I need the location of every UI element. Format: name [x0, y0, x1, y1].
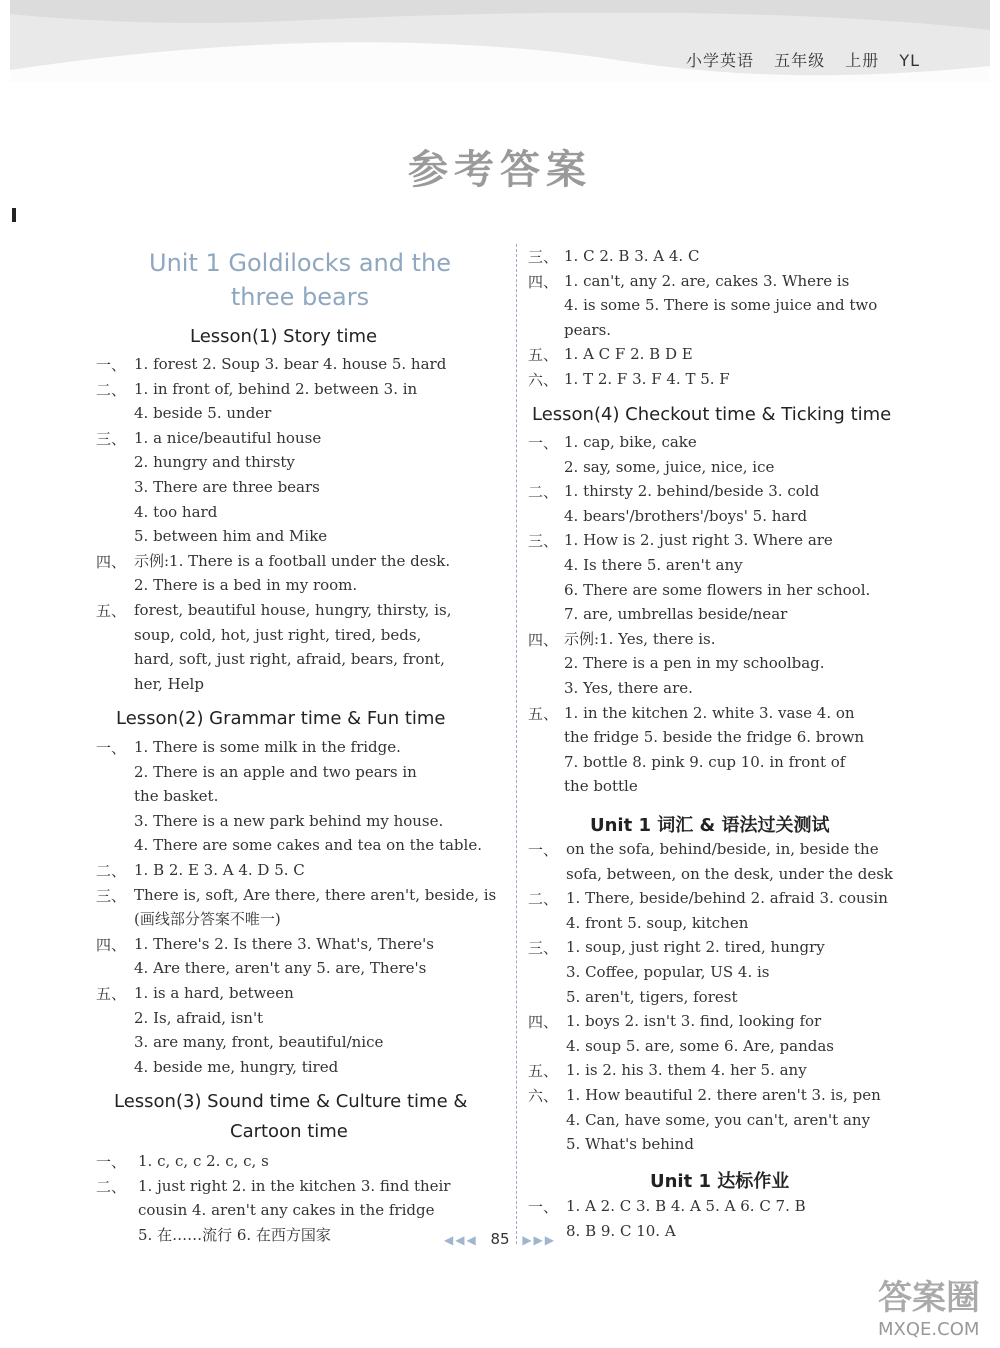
- answer-line: 4. is some 5. There is some juice and two: [564, 296, 878, 315]
- question-number: 一、: [96, 356, 127, 374]
- answer-line: forest, beautiful house, hungry, thirsty, is,: [134, 601, 452, 619]
- answer-line: 1. C 2. B 3. A 4. C: [564, 247, 700, 265]
- answer-line: her, Help: [134, 674, 204, 693]
- question-number: 五、: [528, 704, 559, 723]
- lesson1-heading: Lesson(1) Story time: [190, 326, 378, 347]
- answer-line: 2. There is an apple and two pears in: [134, 762, 417, 781]
- lesson3-heading-line-2: Cartoon time: [230, 1121, 348, 1142]
- answer-line: 1. B 2. E 3. A 4. D 5. C: [134, 861, 305, 879]
- answer-line: 4. front 5. soup, kitchen: [566, 913, 749, 932]
- answer-line: the bottle: [564, 777, 638, 796]
- answer-line: 1. in the kitchen 2. white 3. vase 4. on: [564, 703, 855, 722]
- answer-line: 4. Is there 5. aren't any: [564, 556, 743, 574]
- answer-line: 1. soup, just right 2. tired, hungry: [566, 938, 825, 957]
- footer-arrows-right: ▶▶▶: [522, 1233, 557, 1247]
- unit-title-line-2: three bears: [230, 283, 370, 311]
- answer-line: 1. is 2. his 3. them 4. her 5. any: [566, 1061, 807, 1080]
- question-number: 五、: [528, 346, 559, 365]
- header-grade: 五年级: [774, 51, 826, 70]
- question-number: 一、: [96, 739, 127, 757]
- question-number: 四、: [96, 935, 127, 954]
- question-number: 一、: [528, 1198, 559, 1216]
- question-number: 三、: [528, 939, 559, 958]
- page-title: 参考答案: [408, 147, 592, 193]
- answer-line: (画线部分答案不唯一): [134, 910, 281, 929]
- margin-mark: [12, 208, 16, 222]
- lesson2-heading: Lesson(2) Grammar time & Fun time: [116, 708, 446, 729]
- question-number: 四、: [528, 630, 559, 649]
- lesson3-heading-line-1: Lesson(3) Sound time & Culture time &: [114, 1091, 468, 1112]
- answer-line: 5. between him and Mike: [134, 527, 328, 546]
- answer-line: 1. is a hard, between: [134, 984, 294, 1002]
- answer-line: 2. There is a bed in my room.: [134, 576, 358, 595]
- page-footer: [0, 1230, 1000, 1248]
- answer-line: 4. beside 5. under: [134, 404, 272, 423]
- answer-line: 1. There is some milk in the fridge.: [134, 738, 401, 756]
- header-info: [672, 48, 920, 71]
- question-number: 五、: [528, 1062, 559, 1081]
- question-number: 三、: [528, 532, 559, 551]
- answer-line: 1. There, beside/behind 2. afraid 3. cousin: [566, 889, 888, 908]
- answer-line: 4. beside me, hungry, tired: [134, 1057, 339, 1076]
- column-divider: [516, 244, 517, 1244]
- answer-line: 1. c, c, c 2. c, c, s: [138, 1152, 269, 1170]
- header-edition: YL: [899, 51, 920, 70]
- answer-line: 7. bottle 8. pink 9. cup 10. in front of: [564, 752, 846, 771]
- answer-line: 1. boys 2. isn't 3. find, looking for: [566, 1012, 822, 1031]
- header-band: [10, 0, 990, 82]
- test-heading: Unit 1 词汇 & 语法过关测试: [590, 815, 830, 836]
- question-number: 三、: [528, 248, 559, 266]
- answer-line: 8. B 9. C 10. A: [566, 1221, 676, 1240]
- answer-line: 1. can't, any 2. are, cakes 3. Where is: [564, 271, 850, 290]
- answer-line: 4. Are there, aren't any 5. are, There's: [134, 959, 427, 978]
- answer-line: 3. There is a new park behind my house.: [134, 811, 444, 830]
- header-subject: 小学英语: [685, 51, 754, 70]
- answer-line: 1. T 2. F 3. F 4. T 5. F: [564, 370, 730, 388]
- answer-line: 1. thirsty 2. behind/beside 3. cold: [564, 482, 820, 501]
- question-number: 六、: [528, 371, 559, 389]
- question-number: 一、: [528, 434, 559, 452]
- answer-line: pears.: [564, 320, 612, 339]
- question-number: 一、: [96, 1153, 127, 1171]
- question-number: 三、: [96, 429, 127, 448]
- answer-line: 1. How beautiful 2. there aren't 3. is, pen: [566, 1086, 881, 1104]
- answer-line: the basket.: [134, 787, 219, 806]
- question-number: 二、: [528, 483, 559, 502]
- homework-heading: Unit 1 达标作业: [650, 1171, 790, 1192]
- unit-title-line-1: Unit 1 Goldilocks and the: [149, 249, 451, 277]
- question-number: 四、: [528, 1013, 559, 1032]
- answer-line: sofa, between, on the desk, under the desk: [566, 864, 893, 883]
- question-number: 五、: [96, 985, 127, 1003]
- answer-line: 1. cap, bike, cake: [564, 433, 697, 451]
- answer-line: the fridge 5. beside the fridge 6. brown: [564, 728, 865, 747]
- question-number: 二、: [96, 862, 127, 880]
- question-number: 二、: [96, 380, 127, 399]
- answer-line: 5. aren't, tigers, forest: [566, 987, 738, 1006]
- question-number: 三、: [96, 886, 127, 905]
- header-term: 上册: [845, 51, 880, 70]
- answer-line: 3. Yes, there are.: [564, 679, 693, 697]
- answer-line: cousin 4. aren't any cakes in the fridge: [138, 1201, 435, 1220]
- answer-line: 示例:1. There is a football under the desk.: [134, 551, 451, 570]
- answer-line: 1. There's 2. Is there 3. What's, There's: [134, 934, 435, 953]
- answer-line: There is, soft, Are there, there aren't, beside, is: [134, 885, 497, 904]
- answer-line: 7. are, umbrellas beside/near: [564, 605, 788, 624]
- question-number: 四、: [528, 272, 559, 291]
- answer-line: 1. a nice/beautiful house: [134, 428, 322, 447]
- question-number: 一、: [528, 841, 559, 859]
- answer-line: 4. soup 5. are, some 6. Are, pandas: [566, 1036, 834, 1055]
- answer-line: 5. What's behind: [566, 1135, 694, 1154]
- answer-line: 4. There are some cakes and tea on the table.: [134, 836, 482, 855]
- answer-line: 2. hungry and thirsty: [134, 453, 295, 472]
- answer-line: 1. forest 2. Soup 3. bear 4. house 5. hard: [134, 355, 447, 373]
- footer-arrows-left: ◀◀◀: [443, 1233, 478, 1247]
- answer-line: 5. 在……流行 6. 在西方国家: [138, 1225, 331, 1244]
- answer-line: 3. are many, front, beautiful/nice: [134, 1033, 384, 1052]
- lesson4-heading: Lesson(4) Checkout time & Ticking time: [532, 404, 892, 425]
- answer-line: soup, cold, hot, just right, tired, beds,: [134, 625, 422, 644]
- question-number: 四、: [96, 552, 127, 571]
- page-number: 85: [490, 1230, 510, 1248]
- question-number: 二、: [96, 1177, 127, 1196]
- answer-line: 2. Is, afraid, isn't: [134, 1008, 264, 1027]
- answer-line: 3. Coffee, popular, US 4. is: [566, 963, 770, 981]
- answer-line: 6. There are some flowers in her school.: [564, 580, 871, 599]
- answer-line: 4. too hard: [134, 502, 218, 521]
- answer-line: 1. A C F 2. B D E: [564, 345, 693, 364]
- answer-line: on the sofa, behind/beside, in, beside the: [566, 840, 879, 858]
- watermark: [878, 1270, 980, 1340]
- answer-line: 4. bears'/brothers'/boys' 5. hard: [564, 506, 808, 525]
- question-number: 五、: [96, 602, 127, 620]
- answer-line: 1. How is 2. just right 3. Where are: [564, 531, 833, 550]
- answer-line: 1. A 2. C 3. B 4. A 5. A 6. C 7. B: [566, 1197, 806, 1215]
- answer-line: 3. There are three bears: [134, 478, 320, 496]
- answer-line: 2. say, some, juice, nice, ice: [564, 457, 775, 476]
- answer-line: 2. There is a pen in my schoolbag.: [564, 654, 825, 673]
- watermark-logo: 答案圈: [878, 1278, 980, 1318]
- watermark-site: MXQE.COM: [878, 1319, 980, 1340]
- question-number: 六、: [528, 1087, 559, 1105]
- answer-line: 示例:1. Yes, there is.: [564, 629, 716, 648]
- answer-line: 1. in front of, behind 2. between 3. in: [134, 379, 418, 398]
- answer-line: 1. just right 2. in the kitchen 3. find their: [138, 1176, 451, 1195]
- question-number: 二、: [528, 890, 559, 909]
- answer-line: hard, soft, just right, afraid, bears, front,: [134, 650, 445, 669]
- answer-line: 4. Can, have some, you can't, aren't any: [566, 1110, 871, 1129]
